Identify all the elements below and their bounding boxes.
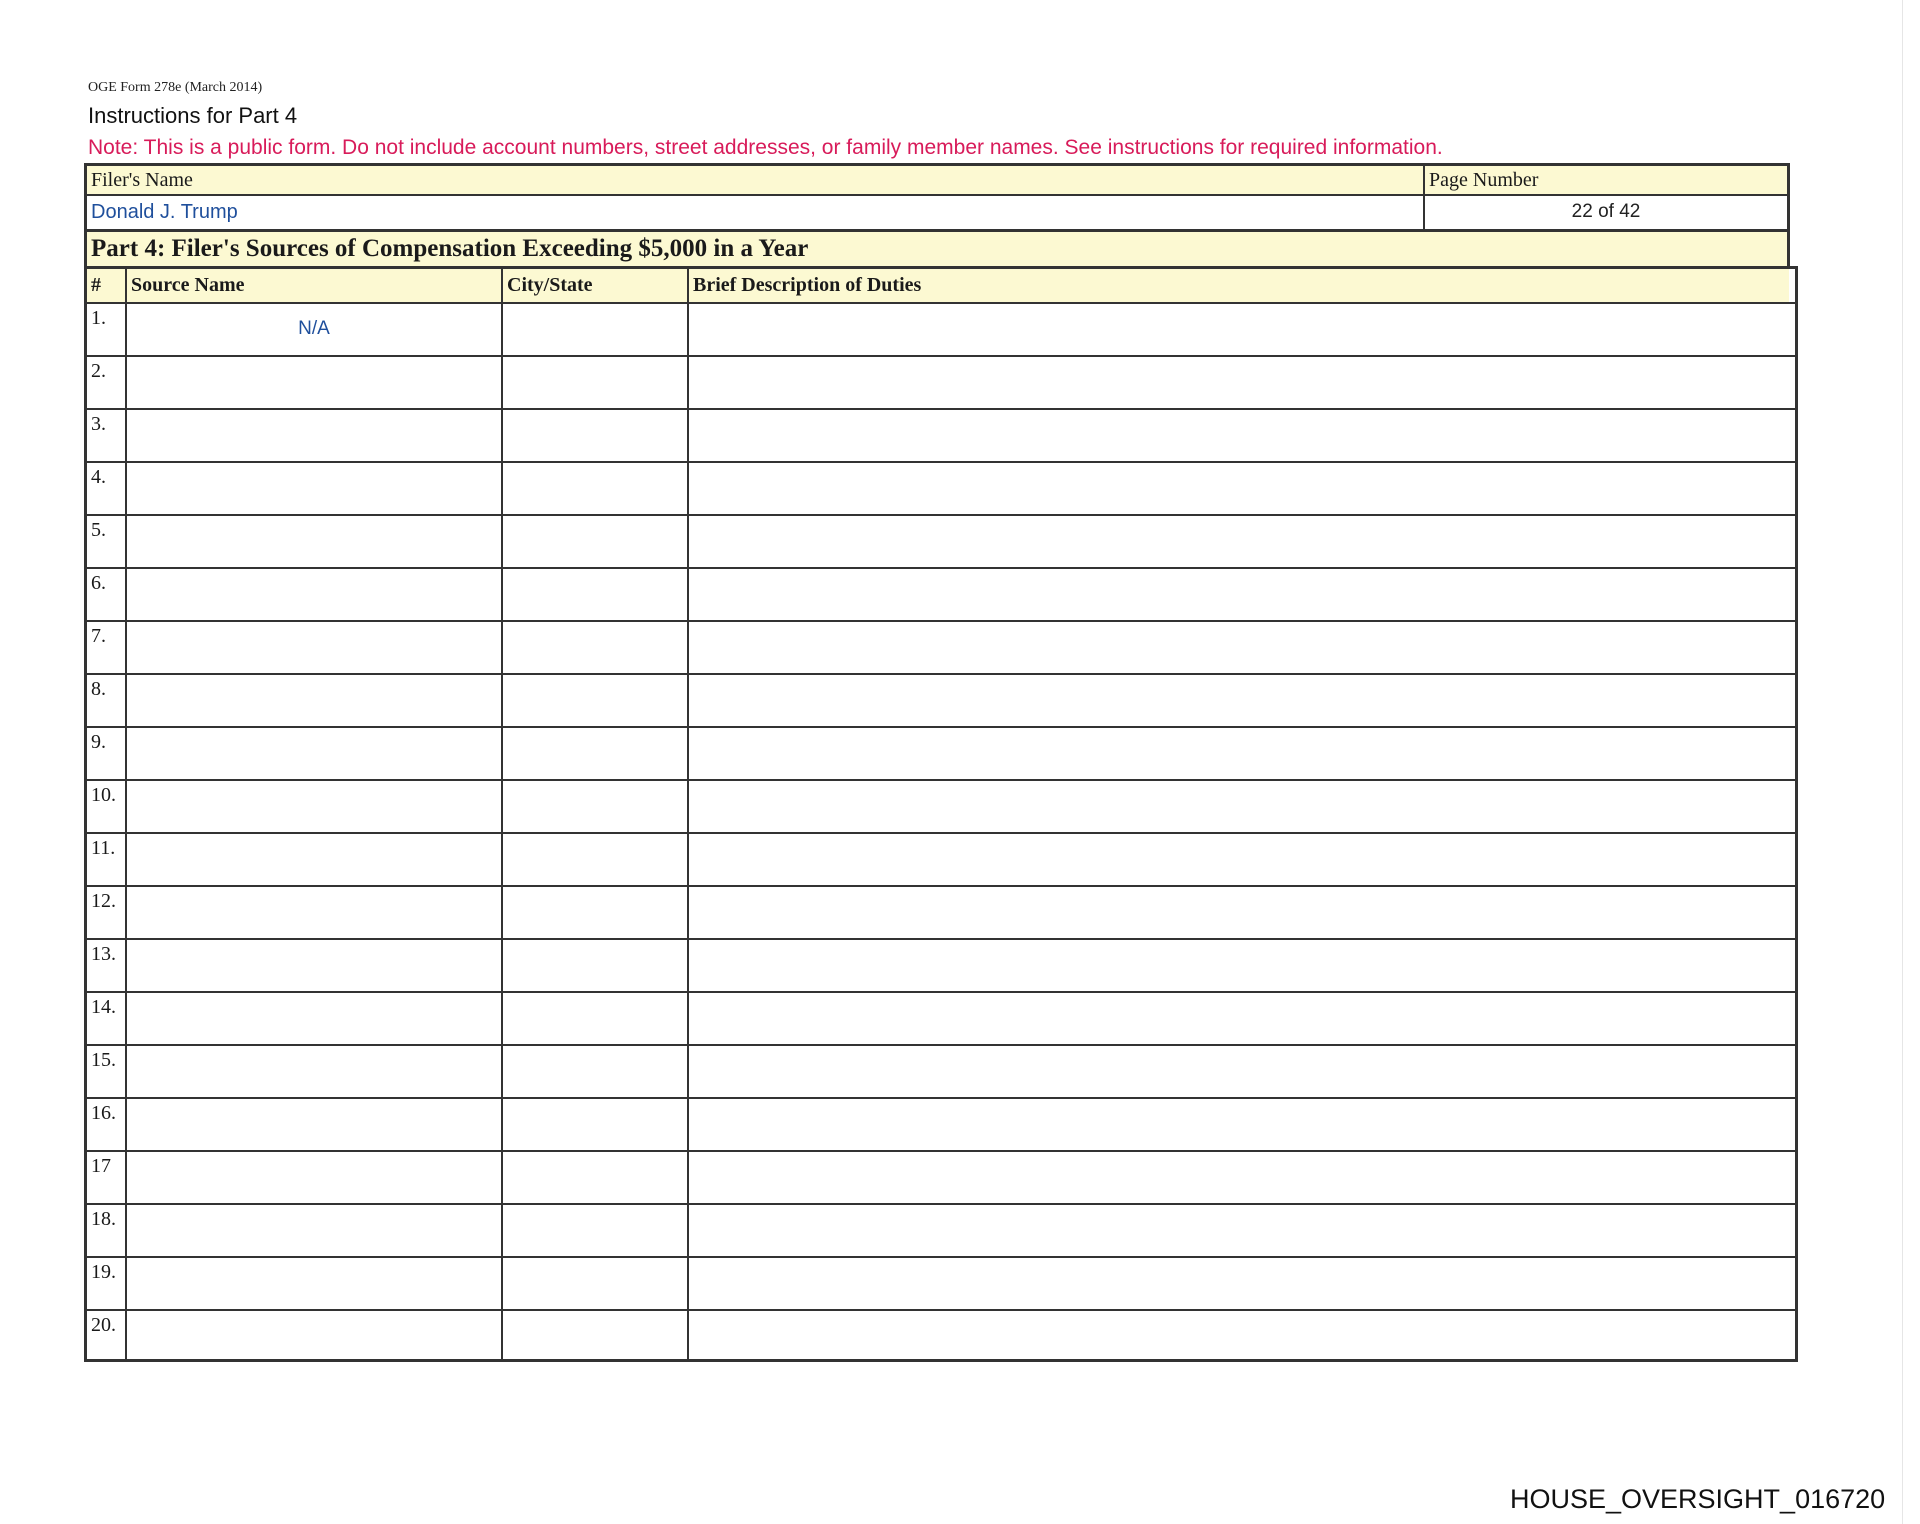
row-number: 19. <box>91 1261 116 1283</box>
filer-header <box>84 163 1790 231</box>
bates-number: HOUSE_OVERSIGHT_016720 <box>1510 1484 1886 1514</box>
row-divider <box>87 302 1795 304</box>
row-divider <box>87 779 1795 781</box>
row-divider <box>87 514 1795 516</box>
row-number: 10. <box>91 784 116 806</box>
row-divider <box>87 726 1795 728</box>
row-number: 4. <box>91 466 106 488</box>
row-number: 16. <box>91 1102 116 1124</box>
row-number: 18. <box>91 1208 116 1230</box>
row-number: 6. <box>91 572 106 594</box>
row-number: 15. <box>91 1049 116 1071</box>
row-divider <box>87 1097 1795 1099</box>
part-title: Part 4: Filer's Sources of Compensation Exceeding $5,000 in a Year <box>84 229 1790 267</box>
col-header-source-name: Source Name <box>127 269 501 303</box>
row-divider <box>87 832 1795 834</box>
page-edge <box>1902 0 1903 1524</box>
row-number: 12. <box>91 890 116 912</box>
column-divider <box>501 269 503 1359</box>
row-divider <box>87 567 1795 569</box>
row-number: 5. <box>91 519 106 541</box>
row-divider <box>87 461 1795 463</box>
row-number: 2. <box>91 360 106 382</box>
filer-name-field[interactable]: Donald J. Trump <box>87 196 1425 231</box>
column-divider <box>687 269 689 1359</box>
row-divider <box>87 355 1795 357</box>
col-header-duties: Brief Description of Duties <box>689 269 1789 303</box>
row-divider <box>87 1309 1795 1311</box>
row-divider <box>87 1203 1795 1205</box>
row-divider <box>87 1150 1795 1152</box>
form-id: OGE Form 278e (March 2014) <box>88 80 263 95</box>
row-number: 17 <box>91 1155 111 1177</box>
public-form-note: Note: This is a public form. Do not include account numbers, street addresses, or family member names. See instructions for required information. <box>88 136 1443 159</box>
row-number: 11. <box>91 837 116 859</box>
instructions-link[interactable]: Instructions for Part 4 <box>88 103 298 128</box>
row-divider <box>87 1044 1795 1046</box>
row-number: 3. <box>91 413 106 435</box>
row-divider <box>87 938 1795 940</box>
row-divider <box>87 885 1795 887</box>
page-number-field: 22 of 42 <box>1571 201 1641 222</box>
column-divider <box>125 269 127 1359</box>
row-number: 7. <box>91 625 106 647</box>
row-number: 20. <box>91 1314 116 1336</box>
source-name-cell[interactable]: N/A <box>298 318 330 339</box>
row-number: 14. <box>91 996 116 1018</box>
filer-name-label: Filer's Name <box>87 166 1425 196</box>
row-number: 1. <box>91 307 106 329</box>
row-number: 8. <box>91 678 106 700</box>
row-divider <box>87 620 1795 622</box>
page-number-label: Page Number <box>1425 166 1787 196</box>
row-divider <box>87 408 1795 410</box>
col-header-city-state: City/State <box>503 269 687 303</box>
row-number: 9. <box>91 731 106 753</box>
row-divider <box>87 991 1795 993</box>
row-divider <box>87 1256 1795 1258</box>
row-number: 13. <box>91 943 116 965</box>
row-divider <box>87 673 1795 675</box>
col-header-number: # <box>87 269 125 303</box>
compensation-table <box>84 266 1798 1362</box>
